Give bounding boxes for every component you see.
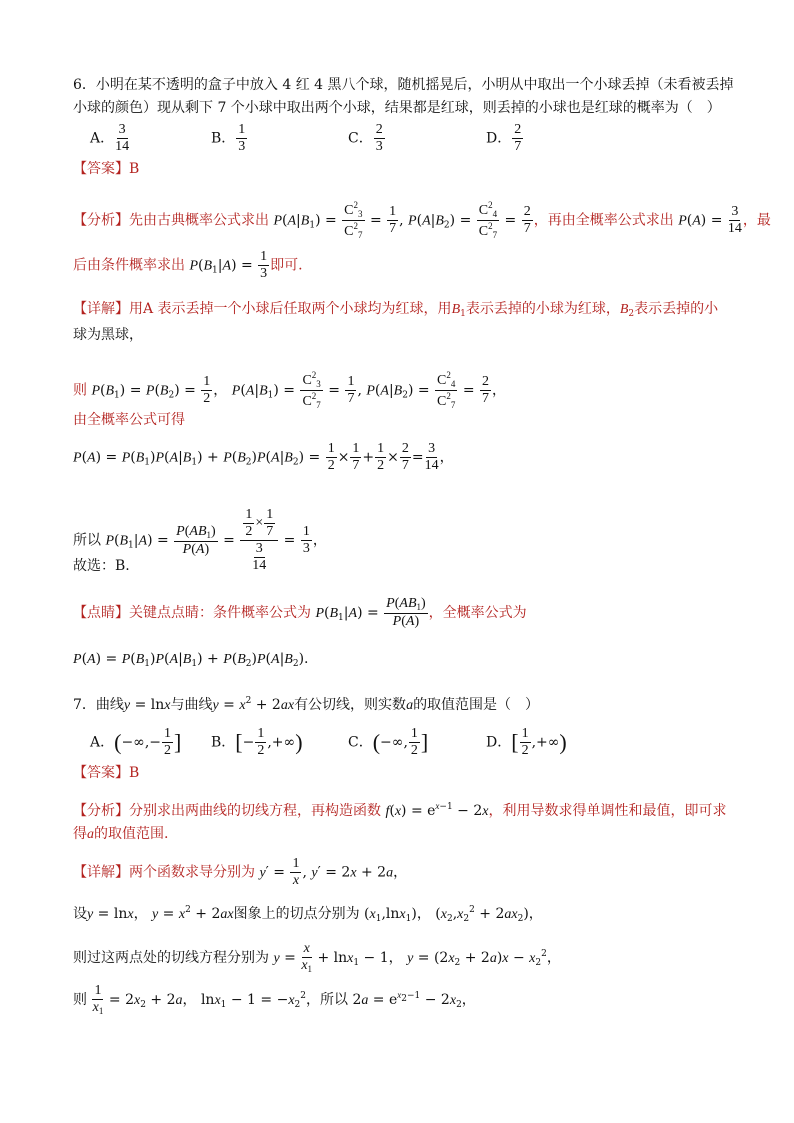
q6-detail-line2: 球为黑球， xyxy=(73,327,143,343)
q6-stem-line1: 6．小明在某不透明的盒子中放入 4 红 4 黑八个球，随机摇晃后，小明从中取出一个小球丢掉（未看被丢掉 xyxy=(73,77,734,93)
q7-answer: 【答案】B xyxy=(73,765,140,781)
q6-option-a: A． $\frac{3}{14}$ xyxy=(90,122,130,154)
q6-answer: 【答案】B xyxy=(73,161,140,177)
q7-detail-line3: 则过这两点处的切线方程分别为 y = $\frac{x}{x_1}$ + lnx$_1$ − 1， $y = (2x_2 + 2a)x - x_2^2$， xyxy=(73,941,561,974)
analysis-tag: 【分析】 xyxy=(73,212,129,229)
q6-analysis-line1: 【分析】先由古典概率公式求出 $P(A|B_1)$ = $\frac{C^2_3}{C^2_7}$ = $\frac{1}{7}$ , $P(A|B_2)$ = $\frac{C^2_4}{C^2_7}$ = $\frac{2}{7}$ ，再由全概率公式求出 P(A) = $\frac{3}{14}$ ，最 xyxy=(73,200,771,240)
q7-stem: 7．曲线y = lnx与曲线$y = x^2 + 2ax$有公切线，则实数a的取值范围是（ ） xyxy=(73,696,540,713)
q7-detail-line2: 设y = lnx， $y = x^2 + 2ax$图象上的切点分别为 $(x_1,\ln x_1)$， $(x_2,x_2^2 + 2ax_2)$， xyxy=(73,905,543,924)
q7-option-d: D．[ $\frac{1}{2}$ ,+∞) xyxy=(486,726,567,758)
q6-detail-line1: 【详解】用A 表示丢掉一个小球后任取两个小球均为红球，用$B_1$表示丢掉的小球为红球，$B_2$表示丢掉的小 xyxy=(73,301,719,319)
q6-key-line2: $P(A) = P(B_1)P(A|B_1) + P(B_2)P(A|B_2)$. xyxy=(73,651,309,669)
q6-analysis-line2: 后由条件概率求出 $P(B_1|A)$ = $\frac{1}{3}$ 即可. xyxy=(73,249,303,281)
q6-option-b: B． $\frac{1}{3}$ xyxy=(211,122,246,154)
q7-option-a: A．(−∞,− $\frac{1}{2}$ ] xyxy=(90,726,182,758)
q6-choose: 故选：B. xyxy=(73,558,130,574)
q6-detail-line3: 则 $P(B_1) = P(B_2)$ = $\frac{1}{2}$ ， $P(A|B_1)$ = $\frac{C^2_3}{C^2_7}$ = $\frac{1}{7}$ , $P(A|B_2)$ = $\frac{C^2_4}{C^2_7}$ = $\frac{2}{7}$ ， xyxy=(73,370,507,410)
q6-total-prob-formula: $P(A) = P(B_1)P(A|B_1) + P(B_2)P(A|B_2)$ = $\frac{1}{2}$ × $\frac{1}{7}$ + $\frac{1}{2}$ × $\frac{2}{7}$ = $\frac{3}{14}$ ， xyxy=(73,441,454,473)
q7-detail-line4: 则 $\frac{1}{x_1}$ = $2x_2 + 2a$， $\ln x_1 - 1 = -x_2^2$，所以 $2a = e^{x2-1} - 2x_2$， xyxy=(73,983,476,1016)
q6-stem-line2: 小球的颜色）现从剩下 7 个小球中取出两个小球，结果都是红球，则丢掉的小球也是红球的概率为（ ） xyxy=(73,100,721,116)
q6-option-d: D． $\frac{2}{7}$ xyxy=(486,122,522,154)
q6-option-c: C． $\frac{2}{3}$ xyxy=(348,122,383,154)
q7-option-b: B．[− $\frac{1}{2}$ ,+∞) xyxy=(211,726,303,758)
q6-conditional: 所以 $P(B_1|A)$ = $\frac{P(AB_1)}{P(A)}$ = $\frac{1}{2}$ × $\frac{1}{7}$ $\frac{3}{14}$ = $\frac{1}{3}$ ， xyxy=(73,507,327,573)
q7-detail-line1: 【详解】两个函数求导分别为 y′ = $\frac{1}{x}$ , y′ = 2x + 2a， xyxy=(73,856,408,888)
q7-option-c: C．(−∞, $\frac{1}{2}$ ] xyxy=(348,726,429,758)
q6-key-line1: 【点睛】关键点点睛：条件概率公式为 $P(B_1|A)$ = $\frac{P(AB_1)}{P(A)}$ ，全概率公式为 xyxy=(73,596,527,629)
q6-total-prob-label: 由全概率公式可得 xyxy=(73,412,185,428)
q7-analysis-line1: 【分析】分别求出两曲线的切线方程，再构造函数 $f(x) = e^{x-1} - 2x$，利用导数求得单调性和最值，即可求 xyxy=(73,801,727,819)
q7-analysis-line2: 得a的取值范围. xyxy=(73,826,169,842)
